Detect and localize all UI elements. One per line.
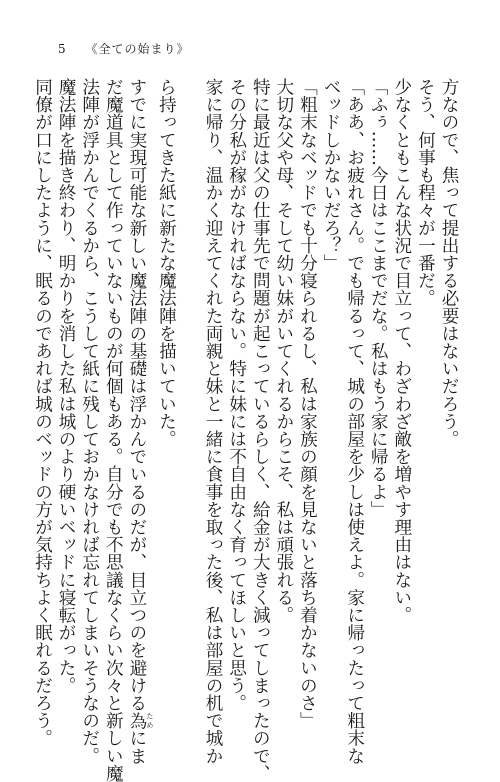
- text-line: ら持ってきた紙に新たな魔法陣を描いていた。: [156, 78, 177, 448]
- text-line: 「ああ、お疲れさん。でも帰るって、城の部屋を少しは使えよ。家に帰ったって粗末な: [344, 78, 365, 765]
- vertical-body-text: [30, 78, 460, 782]
- text-line: 大切な父や母、そして幼い妹がいてくれるからこそ、私は頑張れる。: [273, 78, 294, 624]
- ruby-annotation: [126, 711, 154, 730]
- text-segment: にま: [126, 729, 147, 765]
- page-number: 5: [58, 42, 67, 56]
- text-line: 法陣が浮かんでくるから、こうして紙に残しておかなければ忘れてしまいそうなのだ。: [79, 78, 100, 765]
- text-line: 特に最近は父の仕事先で問題が起こっているらしく、給金が大きく減ってしまったので、: [250, 78, 271, 782]
- text-line: だ魔道具として作っていないものが何個もある。自分でも不思議なくらい次々と新しい魔: [103, 78, 124, 782]
- text-segment: すでに実現可能な新しい魔法陣の基礎は浮かんでいるのだが、目立つのを避ける: [126, 78, 147, 712]
- chapter-title: 《全ての始まり》: [85, 42, 190, 56]
- text-line: 同僚が口にしたように、眠るのであれば城のベッドの方が気持ちよく眠れるだろう。: [32, 78, 53, 747]
- text-line: そう、何事も程々が一番だ。: [415, 78, 436, 307]
- page-header: [58, 40, 189, 57]
- ruby-reading: ため: [145, 711, 154, 730]
- text-line: ベッドしかないだろ？」: [321, 78, 342, 272]
- text-line: 少なくともこんな状況で目立って、わざわざ敵を増やす理由はない。: [391, 78, 412, 624]
- text-line: 方なので、焦って提出する必要はないだろう。: [439, 78, 459, 448]
- text-line: 「粗末なベッドでも十分寝られるし、私は家族の顔を見ないと落ち着かないのさ」: [297, 78, 318, 730]
- text-line: 「ふぅ……今日はここまでだな。私はもう家に帰るよ」: [368, 78, 389, 518]
- ruby-base: 為: [126, 711, 147, 730]
- text-line: 魔法陣を描き終わり、明かりを消した私は城のより硬いベッドに寝転がった。: [56, 78, 77, 694]
- text-line: 家に帰り、温かく迎えてくれた両親と妹と一緒に食事を取った後、私は部屋の机で城か: [203, 78, 224, 765]
- text-line-with-ruby: [124, 78, 154, 765]
- text-line: その分私が稼がなければならない。特に妹には不自由なく育ってほしいと思う。: [226, 78, 247, 712]
